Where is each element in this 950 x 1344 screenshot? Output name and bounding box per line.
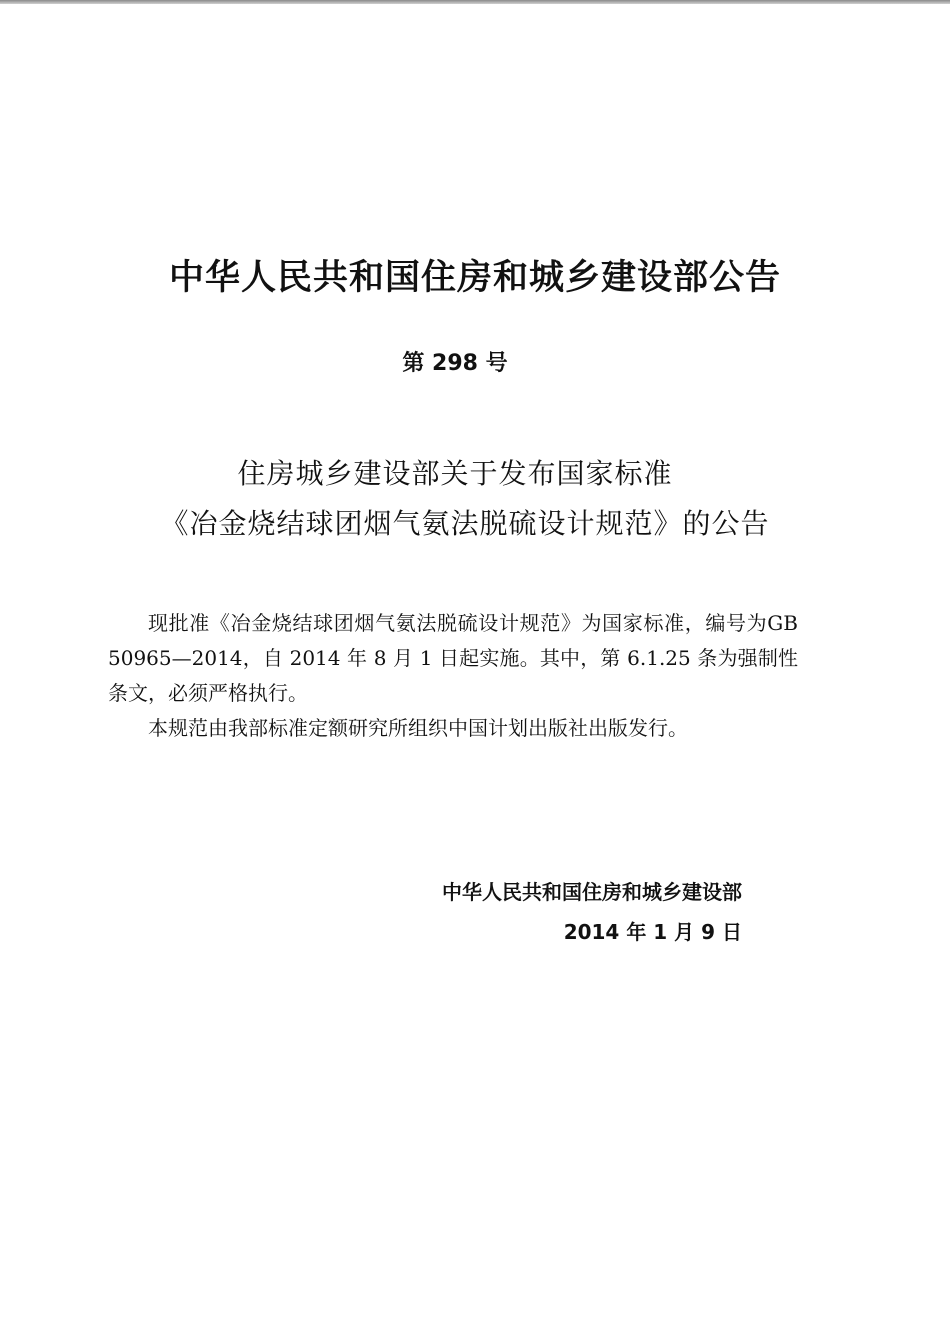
signature-block: [370, 872, 742, 952]
announcement-number: 第 298 号: [402, 351, 508, 376]
issue-date: 2014 年 1 月 9 日: [563, 920, 742, 944]
body-paragraph-approval: 现批准《冶金烧结球团烟气氨法脱硫设计规范》为国家标准，编号为GB 50965—2014，自 2014 年 8 月 1 日起实施。其中，第 6.1.25 条为强制性条文，必须严格执行。: [108, 611, 798, 705]
announcement-title: 中华人民共和国住房和城乡建设部公告: [168, 258, 781, 298]
announcement-body: [108, 606, 798, 746]
body-paragraph-publication: 本规范由我部标准定额研究所组织中国计划出版社出版发行。: [148, 716, 688, 740]
announcement-subtitle-line-2: 《冶金烧结球团烟气氨法脱硫设计规范》的公告: [160, 507, 770, 540]
issuer-name: 中华人民共和国住房和城乡建设部: [442, 880, 742, 904]
announcement-subtitle-line-1: 住房城乡建设部关于发布国家标准: [237, 457, 673, 490]
